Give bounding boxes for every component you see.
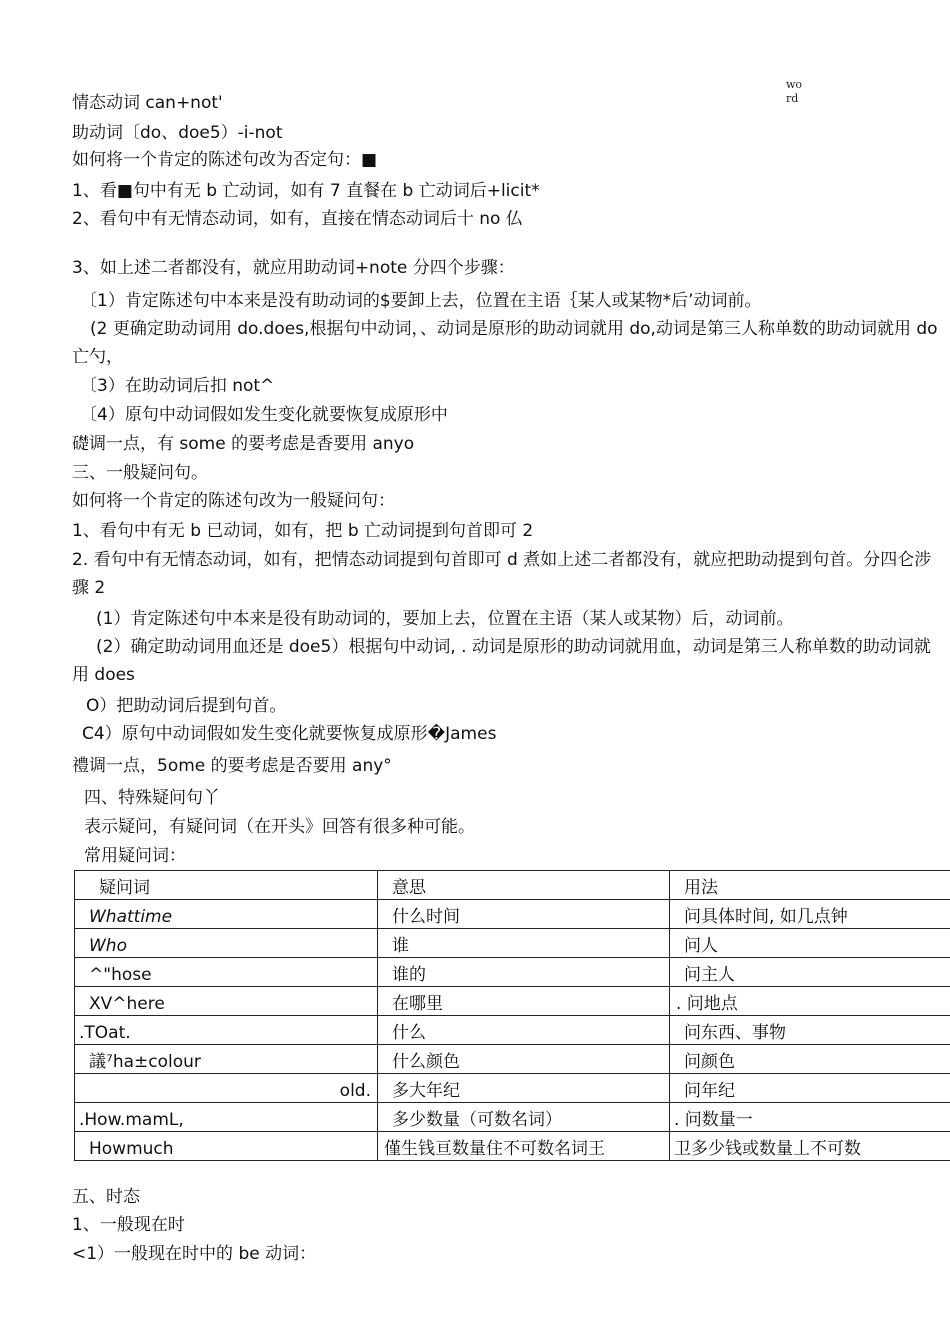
text-line-question-step-1: 1、看句中有无 b 已动词，如有，把 b 亡动词提到句首即可 2 — [72, 521, 534, 541]
table-cell: 谁 — [378, 929, 670, 958]
table-cell: 谁的 — [378, 958, 670, 987]
table-row — [75, 958, 950, 987]
text-line-negative-step-3: 3、如上述二者都没有，就应用助动词+note 分四个步骤： — [72, 258, 515, 278]
table-cell: 卫多少钱或数量丄不可数 — [670, 1132, 950, 1161]
table-cell: 问人 — [670, 929, 950, 958]
table-cell: ^"hose — [75, 958, 378, 987]
text-line-question-substep-4: C4）原句中动词假如发生变化就要恢复成原形�James — [82, 724, 497, 744]
table-cell: Whattime — [75, 900, 378, 929]
text-line-question-substep-1: (1）肯定陈述句中本来是役有助动词的，要加上去，位置在主语（某人或某物）后，动词前。 — [96, 609, 794, 629]
table-row — [75, 1016, 950, 1045]
table-cell: 问颜色 — [670, 1045, 950, 1074]
text-line-question-substep-3: O）把助动词后提到句首。 — [86, 696, 287, 716]
text-line-negative-howto: 如何将一个肯定的陈述句改为否定句：■ — [72, 150, 378, 170]
table-header-row — [75, 871, 950, 900]
table-cell: 多大年纪 — [378, 1074, 670, 1103]
text-line-question-note: 禮调一点，5ome 的要考虑是否要用 any° — [72, 756, 392, 776]
text-line-negative-step-1: 1、看■句中有无 b 亡动词，如有 7 直餐在 b 亡动词后+licit* — [72, 181, 540, 201]
section-heading-tenses: 五、时态 — [72, 1187, 140, 1207]
table-row — [75, 1045, 950, 1074]
text-paragraph-negative-substep-2: (2 更确定助动词用 do.does,根据句中动词，、动词是原形的助动词就用 do,动词是第三人称单数的助动词就用 do 亡勺， — [72, 319, 938, 367]
table-cell: 什么 — [378, 1016, 670, 1045]
text-line-question-howto: 如何将一个肯定的陈述句改为一般疑问句： — [72, 491, 395, 511]
table-row — [75, 987, 950, 1016]
text-paragraph-question-step-2: 2. 看句中有无情态动词，如有，把情态动词提到句首即可 d 煮如上述二者都没有，就应把助动提到句首。分四仑涉骤 2 — [72, 550, 932, 598]
text-line-modal-verb: 情态动词 can+not' — [72, 93, 223, 113]
section-heading-yes-no-question: 三、一般疑问句。 — [72, 463, 208, 483]
text-line-simple-present-be: <1）一般现在时中的 be 动词： — [72, 1244, 317, 1264]
table-cell: 问年纪 — [670, 1074, 950, 1103]
table-row — [75, 1074, 950, 1103]
table-cell: 議⁷ha±colour — [75, 1045, 378, 1074]
table-cell: 问东西、事物 — [670, 1016, 950, 1045]
table-header-usage: 用法 — [670, 871, 950, 900]
table-row — [75, 1132, 950, 1161]
text-line-negative-substep-4: 〔4）原句中动词假如发生变化就要恢复成原形中 — [80, 405, 448, 425]
text-line-auxiliary-verb: 助动词〔do、doe5）-i-not — [72, 123, 283, 143]
table-header-word: 疑问词 — [75, 871, 378, 900]
text-line-negative-substep-3: 〔3）在助动词后扣 not^ — [80, 376, 275, 396]
section-heading-wh-question: 四、特殊疑问句丫 — [84, 788, 220, 808]
table-header-meaning: 意思 — [378, 871, 670, 900]
text-line-wh-description: 表示疑问，有疑问词（在开头》回答有很多种可能。 — [84, 817, 475, 837]
table-cell: . 问地点 — [670, 987, 950, 1016]
table-cell: 什么时间 — [378, 900, 670, 929]
header-mark: wo rd — [786, 78, 803, 105]
table-cell: Howmuch — [75, 1132, 378, 1161]
table-cell: 什么颜色 — [378, 1045, 670, 1074]
table-cell: . 问数量一 — [670, 1103, 950, 1132]
text-line-negative-note: 礎调一点，有 some 的要考虑是香要用 anyo — [72, 434, 415, 454]
text-line-negative-step-2: 2、看句中有无情态动词，如有，直接在情态动词后十 no 仏 — [72, 209, 523, 229]
table-cell: 僅生钱亘数量住不可数名词王 — [378, 1132, 670, 1161]
table-cell: .TOat. — [75, 1016, 378, 1045]
text-paragraph-question-substep-2: (2）确定助动词用血还是 doe5）根据句中动词, . 动词是原形的助动词就用血，动词是第三人称单数的助动词就用 does — [72, 637, 931, 685]
text-line-simple-present: 1、一般现在时 — [72, 1215, 185, 1235]
table-cell: XV^here — [75, 987, 378, 1016]
text-line-common-question-words: 常用疑问词： — [84, 846, 186, 866]
table-cell: Who — [75, 929, 378, 958]
table-cell: 在哪里 — [378, 987, 670, 1016]
table-cell: 问具体时间, 如几点钟 — [670, 900, 950, 929]
table-cell: 问主人 — [670, 958, 950, 987]
table-row — [75, 1103, 950, 1132]
table-row — [75, 929, 950, 958]
table-row — [75, 900, 950, 929]
table-cell: old. — [75, 1074, 378, 1103]
table-cell: .How.mamL, — [75, 1103, 378, 1132]
question-words-table — [74, 870, 950, 1161]
text-line-negative-substep-1: 〔1）肯定陈述句中本来是没有助动词的$要卸上去，位置在主语｛某人或某物*后’动词前。 — [80, 291, 762, 311]
table-cell: 多少数量（可数名词） — [378, 1103, 670, 1132]
